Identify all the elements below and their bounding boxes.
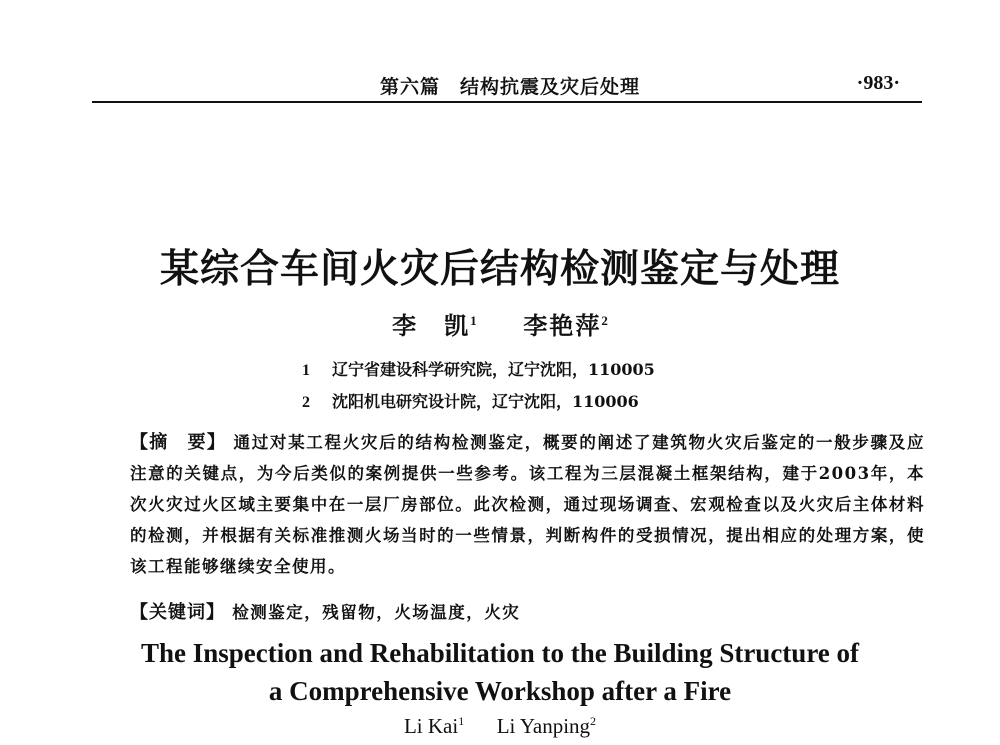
affiliation xyxy=(302,389,639,412)
author-affil-mark: 2 xyxy=(601,313,608,328)
running-title: 第六篇 结构抗震及灾后处理 xyxy=(380,76,641,98)
affiliation-text: 沈阳机电研究设计院，辽宁沈阳，110006 xyxy=(332,392,639,411)
keywords-text: 检测鉴定，残留物，火场温度，火灾 xyxy=(232,603,521,622)
paper-title-en-line: a Comprehensive Workshop after a Fire xyxy=(268,676,732,706)
affiliation xyxy=(302,357,655,380)
paper-title-en xyxy=(0,634,1000,710)
page-number: ·983· xyxy=(856,72,900,94)
authors-en xyxy=(0,714,1000,739)
paper-title-en-line: The Inspection and Rehabilitation to the Building Structure of xyxy=(140,638,860,668)
abstract-text: 通过对某工程火灾后的结构检测鉴定，概要的阐述了建筑物火灾后鉴定的一般步骤及应注意的关键点，为今后类似的案例提供一些参考。该工程为三层混凝土框架结构，建于2003年，本次火灾过火区域主要集中在一层厂房部位。此次检测，通过现场调查、宏观检查以及火灾后主体材料的检测，并根据有关标准推测火场当时的一些情景，判断构件的受损情况，提出相应的处理方案，使该工程能够继续安全使用。 xyxy=(130,433,926,576)
author-name: 李 凯 xyxy=(392,311,471,340)
author-name: 李艳萍 xyxy=(523,311,602,340)
keywords-label: 【关键词】 xyxy=(130,602,225,623)
keywords xyxy=(130,598,925,624)
affiliation-text: 辽宁省建设科学研究院，辽宁沈阳，110005 xyxy=(332,360,655,379)
running-header xyxy=(0,72,1000,102)
author-affil-mark: 1 xyxy=(458,714,465,728)
abstract-label: 【摘 要】 xyxy=(130,432,227,453)
affiliation-number: 1 xyxy=(302,362,310,379)
affiliation-number: 2 xyxy=(302,394,310,411)
author-affil-mark: 1 xyxy=(470,313,477,328)
header-rule xyxy=(92,101,922,103)
author-name-en: Li Yanping xyxy=(496,714,591,738)
authors-cn xyxy=(0,306,1000,341)
author-affil-mark: 2 xyxy=(590,714,597,728)
author-name-en: Li Kai xyxy=(403,714,459,738)
paper-title-cn: 某综合车间火灾后结构检测鉴定与处理 xyxy=(159,246,840,292)
abstract xyxy=(130,427,925,582)
